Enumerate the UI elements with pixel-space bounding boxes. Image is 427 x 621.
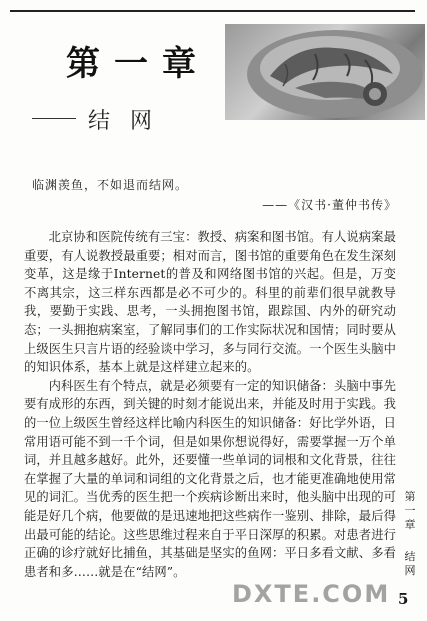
section-title: 结网 [88,109,173,134]
side-tab-chapter [402,490,418,532]
section-rule [32,118,76,119]
side-tab-section [402,550,418,578]
epigraph-quote: 临渊羡鱼，不如退而结网。 [32,178,189,192]
body-text [24,228,396,581]
side-tab-char: 网 [404,564,416,577]
chapter-title: 第一章 [66,44,210,84]
side-tab-char: 结 [404,550,416,563]
paragraph: 北京协和医院传统有三宝：教授、病案和图书馆。有人说病案最重要，有人说教授最重要；相对而言，图书馆的重要角色在发生深刻变革，这是缘于Internet的普及和网络图书馆的兴起。但是，万变不离其宗，这三样东西都是必不可少的。科里的前辈们很早就教导我，要勤于实践、思考，一头拥抱图书馆，跟踪国、内外的研究动态；一头拥抱病案室，了解同事们的工作实际状况和国情；同时要从上级医生只言片语的经验谈中学习，多与同行交流。一个医生头脑中的知识体系，基本上就是这样建立起来的。 [24,230,396,375]
chapter-header [10,10,415,150]
section-heading [32,104,292,134]
watermark: DXTE.COM [232,580,391,608]
header-top-rule [10,10,415,12]
side-chapter-tab [402,490,418,578]
page-number: 5 [398,590,409,608]
epigraph-source: ——《汉书·董仲书传》 [262,198,397,212]
side-tab-char: 一 [404,504,416,517]
paragraph: 内科医生有个特点，就是必须要有一定的知识储备：头脑中事先要有成形的东西，到关键的时刻才能说出来，并能及时用于实践。我的一位上级医生曾经这样比喻内科医生的知识储备：好比学外语，日常用语可能不到一千个词，但是如果你想说得好，需要掌握一万个单词，并且越多越好。此外，还要懂一些单词的词根和文化背景，往往在掌握了大量的单词和词组的文化背景之后，也才能更准确地使用常见的词汇。当优秀的医生把一个疾病诊断出来时，他头脑中出现的可能是好几个病，他要做的是迅速地把这些病作一鉴别、排除，最后得出最可能的结论。这些思维过程来自于平日深厚的积累。对患者进行正确的诊疗就好比捕鱼，其基础是坚实的鱼网：平日多看文献、多看患者和多……就是在“结网”。 [24,378,396,579]
side-tab-char: 章 [404,518,416,531]
side-tab-char: 第 [404,490,416,503]
